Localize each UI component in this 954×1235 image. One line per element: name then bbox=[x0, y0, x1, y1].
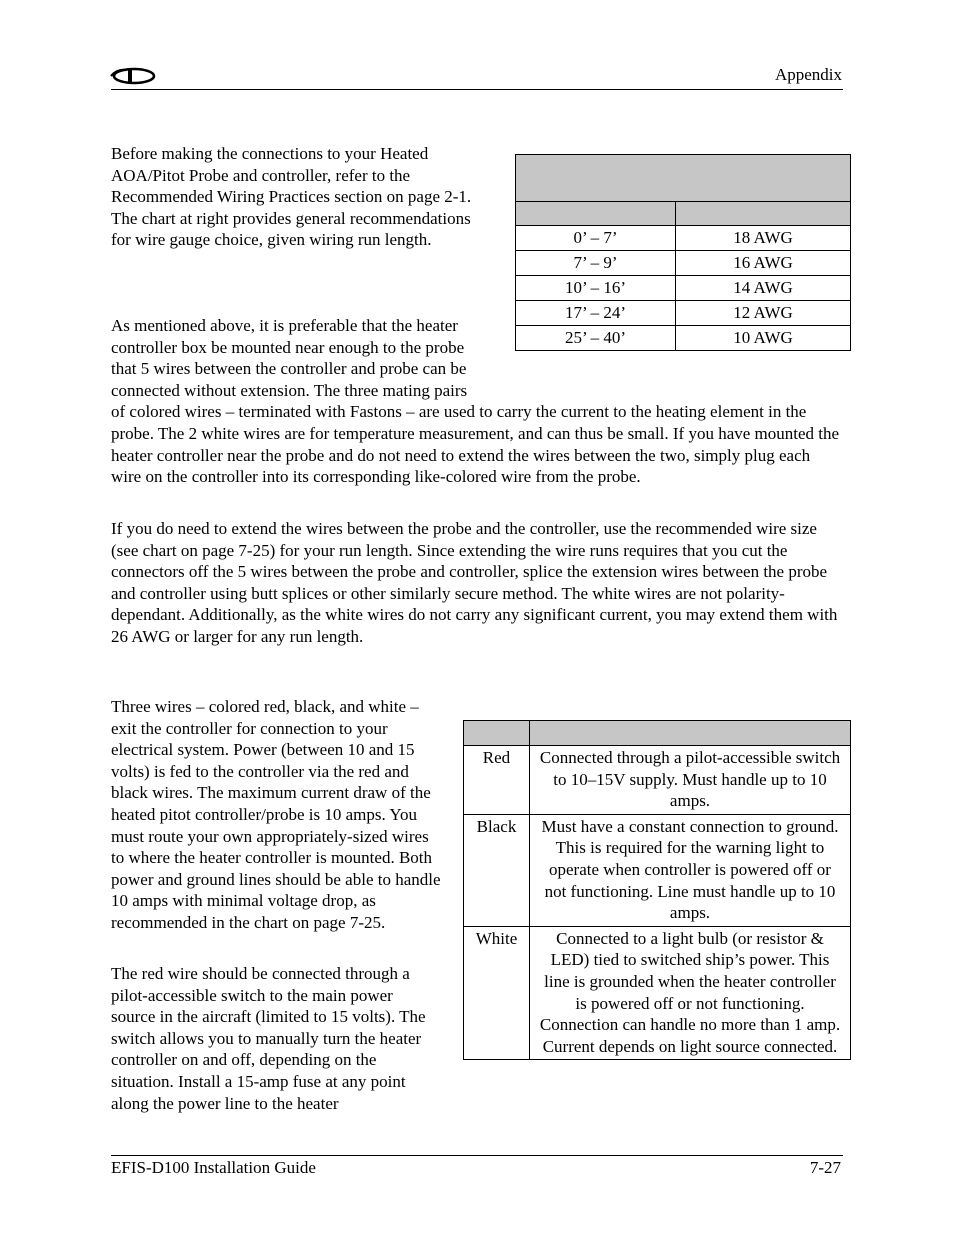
run-length-cell: 7’ – 9’ bbox=[516, 251, 676, 276]
wire-table-header-color bbox=[464, 721, 530, 746]
company-logo bbox=[110, 67, 156, 85]
table-row bbox=[516, 251, 851, 276]
table-row bbox=[464, 746, 851, 815]
wire-gauge-cell: 18 AWG bbox=[676, 226, 851, 251]
wire-gauge-cell: 14 AWG bbox=[676, 276, 851, 301]
wire-gauge-cell: 10 AWG bbox=[676, 326, 851, 351]
table-row bbox=[516, 276, 851, 301]
power-paragraph-2: The red wire should be connected through a pilot-accessible switch to the main power source in the aircraft (limited to 15 volts). The switch allows you to manually turn the heater controller on and off, depending on the situation. Install a 15-amp fuse at any point along the power line to the heater bbox=[111, 964, 426, 1113]
wire-description-cell: Connected to a light bulb (or resistor & LED) tied to switched ship’s power. This line is grounded when the heater controller is powered off or not functioning. Connection can handle no more than 1 amp. Current depends on light source connected. bbox=[530, 926, 851, 1060]
gauge-table-header-gauge bbox=[676, 202, 851, 226]
wire-color-cell: White bbox=[464, 926, 530, 1060]
run-length-cell: 10’ – 16’ bbox=[516, 276, 676, 301]
footer-page-number: 7-27 bbox=[809, 1158, 841, 1177]
wire-color-table bbox=[463, 720, 851, 1060]
wire-table-header-row bbox=[464, 721, 851, 746]
run-length-cell: 0’ – 7’ bbox=[516, 226, 676, 251]
table-row bbox=[464, 926, 851, 1060]
run-length-cell: 25’ – 40’ bbox=[516, 326, 676, 351]
wire-description-cell: Must have a constant connection to ground. This is required for the warning light to operate when controller is powered off or not functioning. Line must handle up to 10 amps. bbox=[530, 814, 851, 926]
table-row bbox=[464, 814, 851, 926]
table-row bbox=[516, 226, 851, 251]
footer-divider bbox=[111, 1155, 843, 1156]
intro-paragraph: Before making the connections to your Heated AOA/Pitot Probe and controller, refer to the Recommended Wiring Practices section on page 2-1. The chart at right provides general recommendations for wire gauge choice, given wiring run length. bbox=[111, 144, 472, 250]
wire-color-cell: Red bbox=[464, 746, 530, 815]
wire-table-header-description bbox=[530, 721, 851, 746]
power-paragraph-1: Three wires – colored red, black, and white – exit the controller for connection to your electrical system. Power (between 10 and 15 volts) is fed to the controller via the red and black wires. The maximum current draw of the heated pitot controller/probe is 10 amps. You must route your own appropriately-sized wires to where the heater controller is mounted. Both power and ground lines should be able to handle 10 amps with minimal voltage drop, as recommended in the chart on page 7-25. bbox=[111, 697, 441, 932]
extension-paragraph-2: If you do need to extend the wires between the probe and the controller, use the recommended wire size (see chart on page 7-25) for your run length. Since extending the wire runs requires that you cut the connectors off the 5 wires between the probe and controller, splice the extension wires between the probe and controller using butt splices or other similarly secure method. The white wires are not polarity-dependant. Additionally, as the white wires do not carry any significant current, you may extend them with 26 AWG or larger for any run length. bbox=[111, 519, 838, 646]
gauge-table-header-length bbox=[516, 202, 676, 226]
wire-gauge-cell: 12 AWG bbox=[676, 301, 851, 326]
wire-gauge-cell: 16 AWG bbox=[676, 251, 851, 276]
run-length-cell: 17’ – 24’ bbox=[516, 301, 676, 326]
gauge-table-title-cell bbox=[516, 155, 851, 202]
header-divider bbox=[111, 89, 843, 90]
gauge-table-header-row bbox=[516, 202, 851, 226]
wire-description-cell: Connected through a pilot-accessible switch to 10–15V supply. Must handle up to 10 amps. bbox=[530, 746, 851, 815]
extension-paragraph-1-text: As mentioned above, it is preferable that the heater controller box be mounted near enough to the probe that 5 wires between the controller and probe can be connected without extension. The three mating pairs of colored wires – terminated with Fastons – are used to carry the current to the heating element in the probe. The 2 white wires are for temperature measurement, and can thus be small. If you have mounted the heater controller near the probe and do not need to extend the wires between the two, simply plug each wire on the controller into its corresponding like-colored wire from the probe. bbox=[111, 316, 840, 487]
header-section-title: Appendix bbox=[774, 65, 842, 84]
wire-color-cell: Black bbox=[464, 814, 530, 926]
gauge-table-title-row bbox=[516, 155, 851, 202]
extension-paragraph-1 bbox=[111, 315, 843, 488]
footer-document-title: EFIS-D100 Installation Guide bbox=[111, 1158, 316, 1177]
